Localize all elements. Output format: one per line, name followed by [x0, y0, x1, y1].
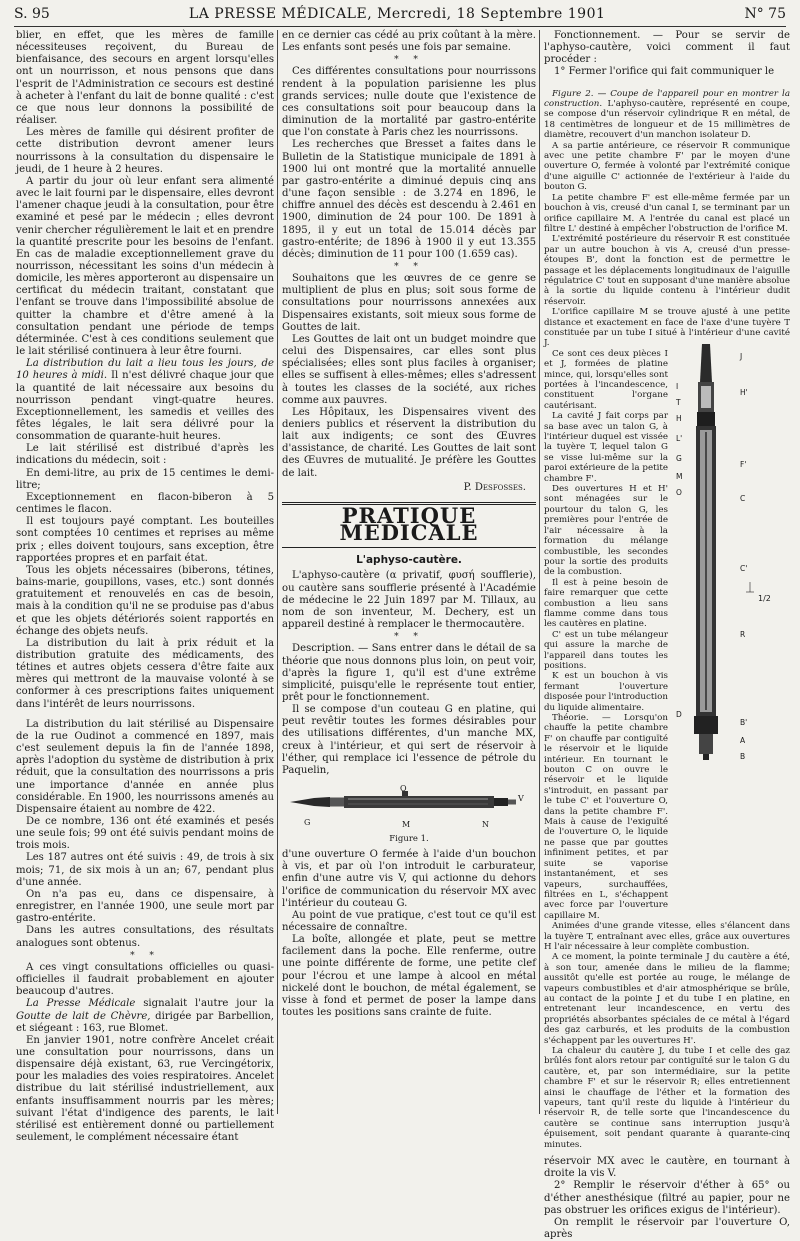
- paragraph: En demi-litre, au prix de 15 centimes le demi-litre;: [16, 467, 274, 491]
- emphasis-text: La Presse Médicale: [26, 998, 136, 1010]
- figure-label: O: [676, 488, 682, 497]
- paragraph: En janvier 1901, notre confrère Ancelet créait une consultation pour nourrissons, dans un dispensaire déjà existant, 63, rue Vercingétorix, pour les maladies des voies respiratoires. Ancelet distribue du lait stérilisé industriellement, aux enfants insuffisamment nourris par les mères; suivant l'état d'indigence des parents, le lait stérilisé est entièrement donné ou partiellement seulement, le complément nécessaire étant: [16, 1034, 274, 1144]
- emphasis-text: La distribution du lait a lieu tous les jours, de 10 heures à midi.: [16, 358, 274, 382]
- figure-label: M: [676, 472, 683, 481]
- caption-paragraph: A sa partie antérieure, ce réservoir R communique avec une petite chambre F' par le moyen d'une ouverture O, fermée à volonté par l'extrémité conique d'une aiguille C' actionnée de l'extérieur à l'aide du bouton G.: [544, 140, 790, 193]
- paragraph: en ce dernier cas cédé au prix coûtant à la mère. Les enfants sont pesés une fois par semaine.: [282, 30, 536, 54]
- column-rule: [539, 30, 540, 1114]
- caption-paragraph: La petite chambre F' est elle-même fermée par un bouchon à vis, creusé d'un canal I, se terminant par un orifice capillaire M. A l'entrée du canal est placé un filtre L' destiné à empêcher l'obstruction de l'orifice M.: [544, 192, 790, 234]
- section-title: PRATIQUE MÉDICALE: [339, 502, 479, 546]
- figure-1: [282, 783, 536, 845]
- paragraph: 1° Fermer l'orifice qui fait communiquer le: [554, 66, 775, 78]
- paragraph: A partir du jour où leur enfant sera alimenté avec le lait fourni par le dispensaire, elles devront l'amener chaque jeudi à la consultation, pour être examiné et pesé par le médecin ; elles devront venir chercher régulièrement le lait et en prendre la quantité prescrite pour les besoins de l'enfant. En cas de maladie exceptionnellement grave du nourrisson, nécessitant les soins d'un médecin à domicile, les mères apporteront au dispensaire un certificat du médecin traitant, constatant que l'enfant se trouve dans l'impossibilité absolue de quitter la chambre et d'être amené à la consultation pendant une période de temps déterminée. C'est à ces conditions seulement que le lait stérilisé continuera à leur être fourni.: [16, 175, 274, 358]
- caption-paragraph: [544, 89, 790, 141]
- section-separator: * *: [394, 261, 424, 272]
- caption-paragraph: Il est à peine besoin de faire remarquer que cette combustion a lieu sans flamme comme dans tous les cautères en platine.: [544, 577, 668, 630]
- caption-paragraph: Ce sont ces deux pièces I et J, formées de platine mince, qui, lorsqu'elles sont portées à l'incandescence, constituent l'organe cautérisant.: [544, 348, 668, 411]
- figure-label: F': [740, 460, 747, 469]
- caption-paragraph: A ce moment, la pointe terminale J du cautère a été, à son tour, amenée dans le milieu de la flamme; aussitôt qu'elle est portée au rouge, le mélange de vapeurs combustibles et d'air atmosphérique se brûle, au contact de la pointe J et du tube I en platine, en entretenant leur incandescence, en vertu des propriétés absorbantes spéciales de ce métal à l'égard des gaz carburés, et les produits de la combustion s'échappent par les ouvertures H'.: [544, 952, 790, 1046]
- caption-title: Figure 2. — Coupe de l'appareil pour en montrer la construction.: [544, 88, 790, 110]
- paragraph: De ce nombre, 136 ont été examinés et pesés une seule fois; 99 ont été suivis pendant moins de trois mois.: [16, 816, 274, 852]
- section-separator: * *: [130, 950, 160, 961]
- figure-label: G: [676, 454, 682, 463]
- caption-narrow-block: [544, 349, 668, 921]
- masthead-line: LA PRESSE MÉDICALE, Mercredi, 18 Septembre 1901: [188, 6, 606, 22]
- column-rule: [277, 30, 278, 1114]
- paragraph: On n'a pas eu, dans ce dispensaire, à enregistrer, en l'année 1900, une seule mort par gastro-entérite.: [16, 888, 274, 925]
- running-header: [14, 2, 786, 27]
- section-separator: * *: [394, 632, 424, 643]
- caption-paragraph: C' est un tube mélangeur qui assure la marche de l'appareil dans toutes les positions.: [544, 629, 668, 671]
- figure-label: I: [676, 382, 679, 391]
- figure-label: V: [518, 794, 524, 804]
- caption-paragraph: La cavité J fait corps par sa base avec un talon G, à l'intérieur duquel est vissée la tuyère T, lequel talon G se visse lui-même sur la paroi extérieure de la petite chambre F'.: [544, 411, 668, 484]
- figure-label: C': [740, 564, 748, 573]
- figure-label: C: [740, 494, 746, 503]
- paragraph: Les 187 autres ont été suivis : 49, de trois à six mois; 71, de six mois à un an; 67, pendant plus d'une année.: [16, 852, 274, 888]
- paragraph: Au point de vue pratique, c'est tout ce qu'il est nécessaire de connaître.: [282, 909, 536, 933]
- emphasis-text: Goutte de lait de Chèvre,: [16, 1010, 151, 1022]
- section-header: [282, 502, 536, 548]
- figure-label: H: [676, 414, 682, 423]
- paragraph: Souhaitons que les œuvres de ce genre se multiplient de plus en plus; soit sous forme de consultations pour nourrissons annexées aux Dispensaires existants, soit mieux sous forme de Gouttes de lait.: [282, 273, 536, 333]
- paragraph: Le lait stérilisé est distribué d'après les indications du médecin, soit :: [16, 443, 274, 467]
- figure-label: D: [676, 710, 682, 719]
- figure-label: N: [482, 820, 489, 830]
- figure-label: B': [740, 718, 748, 727]
- paragraph: Les recherches que Bresset a faites dans le Bulletin de la Statistique municipale de 1891 à 1900 lui ont montré que la mortalité annuelle par gastro-entérite a diminué depuis cinq ans d'une façon sensible : de 3.274 en 1896, le chiffre annuel des décès est descendu à 2.461 en 1900, diminution de 24 pour 100. De 1891 à 1895, il y eut un total de 15.014 décès par gastro-entérite; de 1896 à 1900 il y eut 13.355 décès; diminution de 11 pour 100 (1.659 cas).: [282, 139, 536, 260]
- paragraph-text: signalait l'autre jour la: [135, 998, 274, 1010]
- paragraph: Les mères de famille qui désirent profiter de cette distribution devront amener leurs nourrissons à la consultation du dispensaire le jeudi, de 1 heure à 2 heures.: [16, 127, 274, 175]
- paragraph: Les Hôpitaux, les Dispensaires vivent des deniers publics et réservent la distribution du lait aux indigents; ce sont des Œuvres d'assistance, de charité. Les Gouttes de lait sont des Œuvres de mutualité. Je préfère les Gouttes de lait.: [282, 406, 536, 479]
- paragraph: d'une ouverture O fermée à l'aide d'un bouchon à vis, et par où l'on introduit le carburateur, enfin d'une autre vis V, qui actionne du dehors l'orifice de communication du réservoir MX avec l'intérieur du couteau G.: [282, 849, 536, 909]
- caption-text: L'aphyso-cautère, représenté en coupe, se compose d'un réservoir cylindrique R en métal, de 18 centimètres de longueur et de 15 millimètres de diamètre, recouvert d'un manchon isolateur D.: [544, 99, 790, 141]
- author-signature: P. Desfosses.: [463, 481, 526, 493]
- paragraph: On remplit le réservoir par l'ouverture O, après: [544, 1216, 790, 1240]
- paragraph: La boîte, allongée et plate, peut se mettre facilement dans la poche. Elle renferme, outre une pointe différente de forme, une petite clef pour l'écrou et une lampe à alcool en métal nickelé dont le bouchon, de métal également, se visse à fond et permet de poser la lampe dans toutes les positions sans crainte de fuite.: [282, 934, 536, 1019]
- paragraph: [16, 998, 274, 1034]
- figure-label: H': [740, 388, 748, 397]
- caption-paragraph: Des ouvertures H et H' sont ménagées sur le pourtour du talon G, les premières pour l'entrée de l'air nécessaire à la formation du mélange combustible, les secondes pour la sortie des produits de la combustion.: [544, 484, 668, 578]
- paragraph-text: Il n'est délivré chaque jour que la quantité de lait nécessaire aux besoins du nourrisson pendant vingt-quatre heures. Exceptionnellement, les samedis et veilles des fêtes légales, le lait sera délivré pour la consommation de quarante-huit heures.: [16, 370, 275, 443]
- issue-number: N° 75: [744, 6, 786, 22]
- figure-label: B: [740, 752, 746, 761]
- figure-label: A: [740, 736, 746, 745]
- column-1: [16, 30, 275, 1144]
- paragraph: Il se compose d'un couteau G en platine, qui peut revêtir toutes les formes désirables pour des utilisations différentes, d'un manche MX, creux à l'intérieur, et qui sert de réservoir à l'éther, qui remplace ici l'essence de pétrole du Paquelin,: [282, 704, 536, 776]
- caption-paragraph: L'extrémité postérieure du réservoir R est constituée par un autre bouchon à vis A, creusé d'un presse-étoupes B', dont la fonction est de permettre le passage et les déplacements longitudinaux de l'aiguille régulatrice C' tout en supposant d'une manière absolue à la sortie du liquide contenu à l'intérieur dudit réservoir.: [544, 234, 790, 307]
- figure-2: [672, 342, 790, 762]
- paragraph-text: dirigée par Barbellion, et siégeant : 163, rue Blomet.: [16, 1010, 274, 1034]
- page-folio: S. 95: [14, 6, 50, 22]
- paragraph: [16, 358, 274, 443]
- paragraph: La distribution du lait stérilisé au Dispensaire de la rue Oudinot a commencé en 1897, mais c'est seulement depuis la fin de l'année 1898, après l'adoption du système de distribution à prix réduit, que la consultation des nourrissons a pris une importance d'année en année plus considérable. En 1900, les nourrissons amenés au Dispensaire étaient au nombre de 422.: [16, 718, 274, 815]
- paragraph: A ces vingt consultations officielles ou quasi-officielles il faudrait probablement en ajouter beaucoup d'autres.: [16, 961, 274, 998]
- figure-label: O: [400, 784, 407, 794]
- cautery-illustration: [288, 787, 528, 817]
- caption-paragraph: L'orifice capillaire M se trouve ajusté à une petite distance et exactement en face de l'axe d'une tuyère T constituée par un tube I situé à l'intérieur d'une cavité J.: [544, 307, 790, 349]
- paragraph: Les Gouttes de lait ont un budget moindre que celui des Dispensaires, car elles sont plus spécialisées; elles sont plus faciles à organiser; elles se suffisent à elles-mêmes; elles s'adressent à toutes les classes de la société, aux riches comme aux pauvres.: [282, 333, 536, 406]
- paragraph: blier, en effet, que les mères de famille nécessiteuses reçoivent, du Bureau de bienfaisance, des secours en argent lorsqu'elles ont un nourrisson, et nous pensons que dans l'esprit de l'Administration ce secours est destiné à acheter à l'enfant du lait de bonne qualité : c'est ce que nous leur donnons la possibilité de réaliser.: [16, 30, 274, 127]
- scale-label: 1/2: [758, 594, 771, 603]
- figure-label: J: [740, 352, 743, 361]
- figure-caption: Figure 1.: [389, 833, 429, 844]
- caption-paragraph: K est un bouchon à vis fermant l'ouverture disposée pour l'introduction du liquide alimentaire.: [544, 671, 668, 713]
- column-2: [282, 30, 536, 1114]
- article-title: L'aphyso-cautère.: [356, 554, 462, 567]
- paragraph: Description. — Sans entrer dans le détail de sa théorie que nous donnons plus loin, on peut voir, d'après la figure 1, qu'il est d'une extrême simplicité, puisqu'elle le représente tout entier, prêt pour le fonctionnement.: [282, 643, 536, 703]
- cross-section-illustration: [672, 342, 790, 762]
- figure-label: R: [740, 630, 746, 639]
- figure-label: T: [676, 398, 681, 407]
- paragraph: La distribution du lait à prix réduit et la distribution gratuite des médicaments, des tétines et autres objets cessera d'être faite aux mères qui mettront de la mauvaise volonté à se conformer à ces prescriptions faites uniquement dans l'intérêt de leurs nourrissons.: [16, 637, 274, 710]
- paragraph: Il est toujours payé comptant. Les bouteilles sont comptées 10 centimes et reprises au même prix ; elles doivent toujours, sans exception, être rapportées propres et en parfait état.: [16, 516, 274, 564]
- figure-label: L': [676, 434, 683, 443]
- caption-paragraph: La chaleur du cautère J, du tube I et celle des gaz brûlés font alors retour par contiguïté sur le talon G du cautère, et, par son intermédiaire, sur la petite chambre F' et sur le réservoir R; elles entretiennent ainsi le chauffage de l'éther et la formation des vapeurs, tant qu'il reste du liquide à l'intérieur du réservoir R, de telle sorte que l'incandescence du cautère se continue sans interruption jusqu'à épuisement, soit pendant quarante à quarante-cinq minutes.: [544, 1046, 790, 1150]
- paragraph: 2° Remplir le réservoir d'éther à 65° ou d'éther anesthésique (filtré au papier, pour ne pas obstruer les orifices exigus de l'intérieur).: [544, 1180, 790, 1216]
- paragraph: réservoir MX avec le cautère, en tournant à droite la vis V.: [544, 1156, 790, 1180]
- paragraph: Tous les objets nécessaires (biberons, tétines, bains-marie, goupillons, vases, etc.) sont donnés gratuitement et renouvelés en cas de besoin, mais à la condition qu'il ne se produise pas d'abus et que les objets détériorés soient rapportés en échange des objets neufs.: [16, 564, 274, 637]
- paragraph: Dans les autres consultations, des résultats analogues sont obtenus.: [16, 925, 274, 949]
- paragraph: Fonctionnement. — Pour se servir de l'aphyso-cautère, voici comment il faut procéder :: [544, 30, 790, 66]
- caption-paragraph: Animées d'une grande vitesse, elles s'élancent dans la tuyère T, entraînant avec elles, grâce aux ouvertures H l'air nécessaire à leur complète combustion.: [544, 921, 790, 952]
- paragraph: Exceptionnement en flacon-biberon à 5 centimes le flacon.: [16, 491, 274, 516]
- caption-paragraph: Théorie. — Lorsqu'on chauffe la petite chambre F' on chauffe par contiguïté le réservoir et le liquide intérieur. En tournant le bouton C on ouvre le réservoir et le liquide s'introduit, en passant par le tube C' et l'ouverture O, dans la petite chambre F'. Mais à cause de l'exiguïté de l'ouverture O, le liquide ne passe que par gouttes infiniment petites, et par suite se vaporise instantanément, et ses vapeurs, surchauffées, filtrées en L, s'échappent avec force par l'ouverture capillaire M.: [544, 713, 668, 921]
- figure-label: G: [304, 818, 311, 828]
- figure-label: M: [402, 820, 411, 830]
- paragraph: L'aphyso-cautère (α privatif, φυσή soufflerie), ou cautère sans soufflerie présenté à l'Académie de médecine le 22 Juin 1897 par M. Tillaux, au nom de son inventeur, M. Dechery, est un appareil destiné à remplacer le thermocautère.: [282, 570, 536, 631]
- paragraph: Ces différentes consultations pour nourrissons rendent à la population parisienne les plus grands services; nulle doute que l'existence de ces consultations soit pour beaucoup dans la diminution de la mortalité par gastro-entérite que l'on constate à Paris chez les nourrissons.: [282, 66, 536, 139]
- section-separator: * *: [394, 55, 424, 66]
